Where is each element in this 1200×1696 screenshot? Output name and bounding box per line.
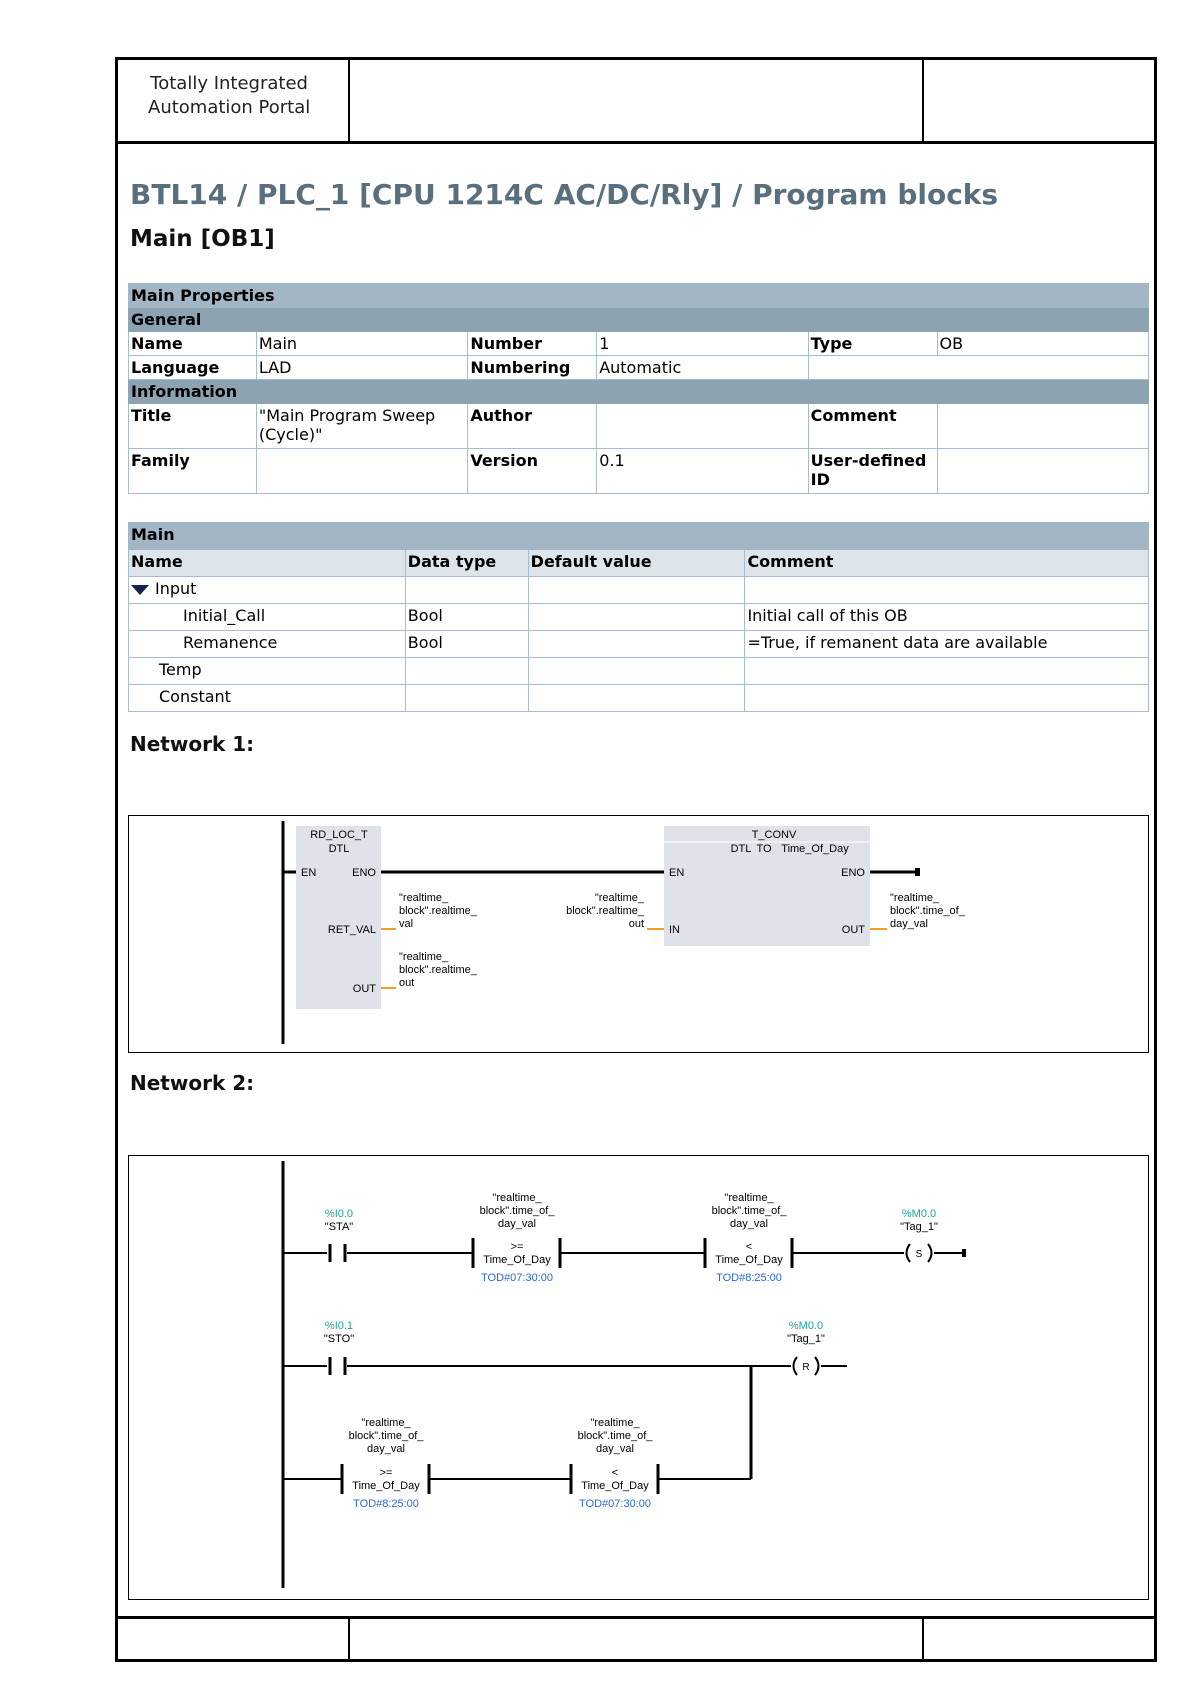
- version-value: 0.1: [597, 449, 808, 494]
- information-section: Information: [129, 380, 1149, 404]
- cmp4-tag-1: "realtime_: [590, 1417, 640, 1429]
- cmp2-type: Time_Of_Day: [715, 1254, 783, 1266]
- set-coil-letter: S: [915, 1249, 923, 1260]
- breadcrumb: BTL14 / PLC_1 [CPU 1214C AC/DC/Rly] / Program blocks: [130, 178, 999, 211]
- reset-coil[interactable]: [791, 1357, 821, 1375]
- row-name: Temp: [129, 658, 406, 685]
- conv-in-pin: IN: [669, 924, 680, 936]
- network-1-title: Network 1:: [130, 732, 255, 756]
- header-logo-cell: [118, 60, 350, 141]
- rd-out-tag-2: block".realtime_: [399, 964, 477, 976]
- conv-out-tag-1: "realtime_: [890, 892, 940, 904]
- rd-eno-pin: ENO: [352, 867, 376, 879]
- cmp1-tag-3: day_val: [498, 1218, 536, 1230]
- sta-name: "STA": [324, 1221, 354, 1233]
- row-comment: [745, 685, 1149, 712]
- cmp4-constant: TOD#07:30:00: [579, 1498, 651, 1510]
- page-footer: [118, 1616, 1154, 1659]
- rd-retval-pin: RET_VAL: [327, 924, 376, 936]
- page-header: [118, 60, 1154, 144]
- col-default: Default value: [528, 550, 745, 577]
- row-name: Remanence: [129, 631, 406, 658]
- cmp3-operator: >=: [379, 1467, 393, 1479]
- table-row: [129, 685, 1149, 712]
- cmp3-type: Time_Of_Day: [352, 1480, 420, 1492]
- rd-en-pin: EN: [301, 867, 317, 879]
- type-value: OB: [937, 332, 1149, 356]
- properties-table: [128, 283, 1149, 494]
- rd-loc-t-name: RD_LOC_T: [310, 829, 368, 841]
- row-comment: [745, 577, 1149, 604]
- table-row: [129, 631, 1149, 658]
- sto-address: %I0.1: [324, 1320, 354, 1332]
- row-type: [405, 685, 528, 712]
- col-name: Name: [129, 550, 406, 577]
- collapse-triangle-icon[interactable]: [131, 585, 149, 595]
- cmp1-tag-1: "realtime_: [492, 1192, 542, 1204]
- name-label: Name: [129, 332, 257, 356]
- conv-out-pin: OUT: [841, 924, 865, 936]
- number-value: 1: [597, 332, 808, 356]
- network-2-diagram: [128, 1155, 1149, 1600]
- table-row: [129, 658, 1149, 685]
- col-comment: Comment: [745, 550, 1149, 577]
- page-frame: [115, 57, 1157, 1662]
- cmp3-tag-1: "realtime_: [361, 1417, 411, 1429]
- tia-line-1: Totally Integrated: [150, 73, 308, 94]
- wire-end: [962, 1249, 966, 1257]
- row-default: [528, 577, 745, 604]
- version-label: Version: [468, 449, 597, 494]
- set-coil[interactable]: [904, 1244, 934, 1262]
- col-type: Data type: [405, 550, 528, 577]
- cmp4-operator: <: [611, 1467, 619, 1479]
- row-type: [405, 658, 528, 685]
- row-type: Bool: [405, 604, 528, 631]
- cmp2-tag-2: block".time_of_: [711, 1205, 787, 1217]
- network-1-diagram: [128, 815, 1149, 1053]
- numbering-value: Automatic: [597, 356, 808, 380]
- row-type: [405, 577, 528, 604]
- row-comment: [745, 658, 1149, 685]
- rd-out-pin: OUT: [352, 983, 376, 995]
- row-name: [129, 577, 406, 604]
- row-name: Constant: [129, 685, 406, 712]
- set-coil-name: "Tag_1": [900, 1221, 938, 1233]
- conv-in-tag-2: block".realtime_: [566, 905, 644, 917]
- reset-coil-letter: R: [802, 1362, 810, 1373]
- author-label: Author: [468, 404, 597, 449]
- network-2-title: Network 2:: [130, 1071, 255, 1095]
- rd-loc-t-type: DTL: [328, 843, 350, 855]
- numbering-label: Numbering: [468, 356, 597, 380]
- rd-out-tag-3: out: [399, 977, 415, 989]
- conv-out-tag-3: day_val: [890, 918, 928, 930]
- cmp2-tag-3: day_val: [730, 1218, 768, 1230]
- interface-title: Main: [129, 523, 1149, 550]
- row-comment: Initial call of this OB: [745, 604, 1149, 631]
- conv-in-tag-3: out: [628, 918, 644, 930]
- name-value: Main: [256, 332, 467, 356]
- page-title: Main [OB1]: [130, 226, 275, 252]
- table-row: [129, 604, 1149, 631]
- table-row: [129, 577, 1149, 604]
- language-value: LAD: [256, 356, 467, 380]
- language-label: Language: [129, 356, 257, 380]
- udid-label: User-defined ID: [808, 449, 937, 494]
- header-right-cell: [922, 60, 1154, 141]
- cmp2-constant: TOD#8:25:00: [716, 1272, 782, 1284]
- cmp1-constant: TOD#07:30:00: [481, 1272, 553, 1284]
- reset-coil-name: "Tag_1": [787, 1333, 825, 1345]
- type-label: Type: [808, 332, 937, 356]
- wire-end: [915, 868, 920, 876]
- footer-left-cell: [118, 1619, 350, 1659]
- t-conv-to: TO: [756, 843, 772, 855]
- cmp2-tag-1: "realtime_: [724, 1192, 774, 1204]
- rd-retval-tag-3: val: [399, 918, 414, 930]
- family-label: Family: [129, 449, 257, 494]
- cmp3-constant: TOD#8:25:00: [353, 1498, 419, 1510]
- general-section: General: [129, 308, 1149, 332]
- cmp4-tag-2: block".time_of_: [577, 1430, 653, 1442]
- reset-coil-address: %M0.0: [788, 1320, 824, 1332]
- row-type: Bool: [405, 631, 528, 658]
- t-conv-from: DTL: [730, 843, 752, 855]
- sto-contact[interactable]: [327, 1357, 347, 1375]
- interface-table: [128, 522, 1149, 712]
- family-value: [256, 449, 467, 494]
- title-label: Title: [129, 404, 257, 449]
- row-default: [528, 685, 745, 712]
- conv-eno-pin: ENO: [841, 867, 865, 879]
- empty-cell: [808, 356, 1148, 380]
- conv-out-tag-2: block".time_of_: [890, 905, 965, 917]
- rd-retval-tag-2: block".realtime_: [399, 905, 477, 917]
- cmp3-tag-3: day_val: [367, 1443, 405, 1455]
- row-comment: =True, if remanent data are available: [745, 631, 1149, 658]
- cmp1-type: Time_Of_Day: [483, 1254, 551, 1266]
- cmp1-operator: >=: [510, 1241, 524, 1253]
- row-default: [528, 631, 745, 658]
- row-default: [528, 658, 745, 685]
- input-label: Input: [155, 579, 197, 598]
- cmp3-tag-2: block".time_of_: [348, 1430, 424, 1442]
- comment-value: [937, 404, 1149, 449]
- author-value: [597, 404, 808, 449]
- footer-right-cell: [922, 1619, 1154, 1659]
- udid-value: [937, 449, 1149, 494]
- row-name: Initial_Call: [129, 604, 406, 631]
- cmp4-type: Time_Of_Day: [581, 1480, 649, 1492]
- rd-out-tag-1: "realtime_: [399, 951, 449, 963]
- cmp1-tag-2: block".time_of_: [479, 1205, 555, 1217]
- number-label: Number: [468, 332, 597, 356]
- t-conv-type: Time_Of_Day: [781, 843, 849, 855]
- tia-line-2: Automation Portal: [148, 97, 311, 118]
- tia-portal-logo: [148, 72, 310, 120]
- title-value: "Main Program Sweep (Cycle)": [256, 404, 467, 449]
- sto-name: "STO": [323, 1333, 355, 1345]
- set-coil-address: %M0.0: [901, 1208, 937, 1220]
- t-conv-name: T_CONV: [751, 829, 797, 841]
- comment-label: Comment: [808, 404, 937, 449]
- row-default: [528, 604, 745, 631]
- cmp2-operator: <: [745, 1241, 753, 1253]
- sta-address: %I0.0: [324, 1208, 354, 1220]
- conv-en-pin: EN: [669, 867, 685, 879]
- sta-contact[interactable]: [327, 1244, 347, 1262]
- rd-retval-tag-1: "realtime_: [399, 892, 449, 904]
- properties-title: Main Properties: [129, 284, 1149, 308]
- cmp4-tag-3: day_val: [596, 1443, 634, 1455]
- conv-in-tag-1: "realtime_: [594, 892, 644, 904]
